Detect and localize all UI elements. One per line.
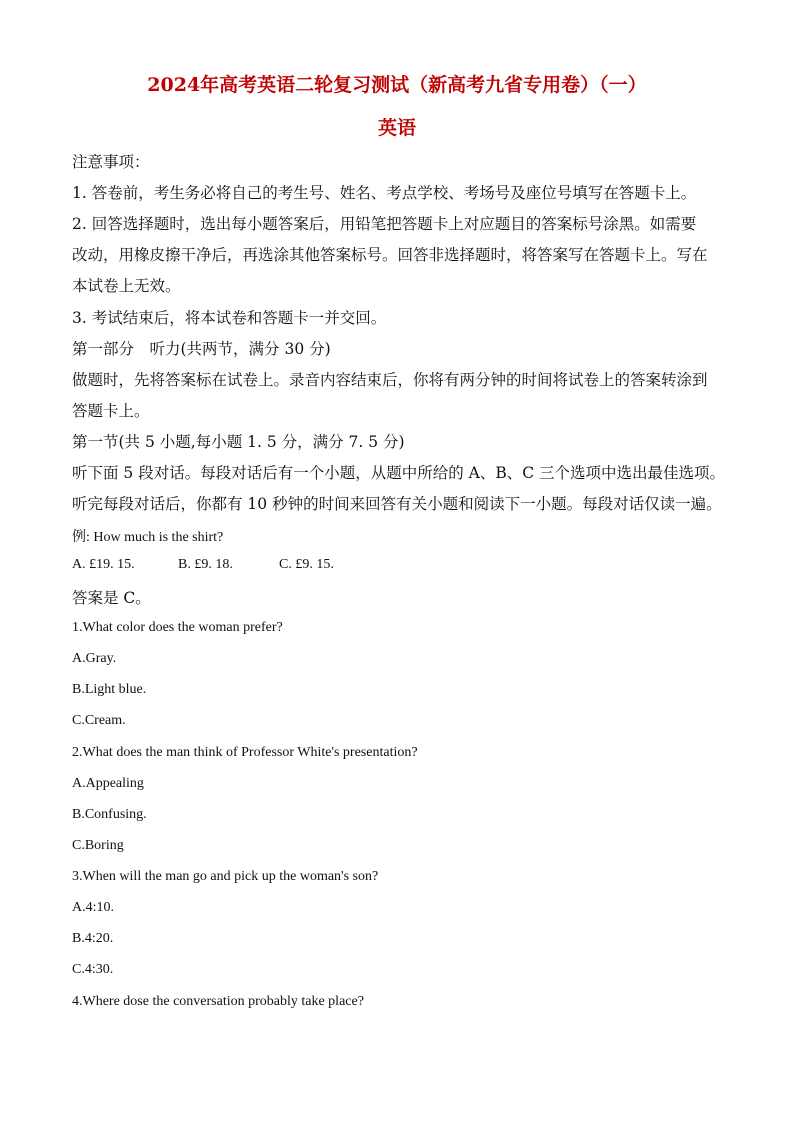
example-answer: 答案是 C。 bbox=[72, 589, 151, 607]
question-4: 4.Where dose the conversation probably take place? bbox=[72, 994, 364, 1009]
question-1-option-a: A.Gray. bbox=[72, 651, 117, 666]
example-option-a: A. £19. 15. bbox=[72, 557, 135, 572]
section1-instruction-line-2: 听完每段对话后，你都有 10 秒钟的时间来回答有关小题和阅读下一小题。每段对话仅读一遍。 bbox=[72, 495, 722, 513]
part1-heading: 第一部分 听力(共两节，满分 30 分) bbox=[72, 340, 331, 358]
notice-item-1: 1. 答卷前，考生务必将自己的考生号、姓名、考点学校、考场号及座位号填写在答题卡上。 bbox=[72, 184, 697, 202]
question-2-option-c: C.Boring bbox=[72, 838, 124, 853]
question-3-option-b: B.4:20. bbox=[72, 931, 114, 946]
notice-item-2-line-1: 2. 回答选择题时，选出每小题答案后，用铅笔把答题卡上对应题目的答案标号涂黑。如需要 bbox=[72, 215, 697, 233]
example-question: 例: How much is the shirt? bbox=[72, 530, 224, 545]
question-2-option-b: B.Confusing. bbox=[72, 807, 147, 822]
question-2-option-a: A.Appealing bbox=[72, 776, 144, 791]
question-1-option-c: C.Cream. bbox=[72, 713, 126, 728]
subject-title: 英语 bbox=[377, 117, 416, 139]
notice-heading: 注意事项： bbox=[72, 153, 150, 171]
notice-item-2-line-3: 本试卷上无效。 bbox=[72, 277, 181, 295]
question-2: 2.What does the man think of Professor White's presentation? bbox=[72, 745, 418, 760]
example-option-b: B. £9. 18. bbox=[178, 557, 233, 572]
question-1-option-b: B.Light blue. bbox=[72, 682, 147, 697]
part1-intro-line-2: 答题卡上。 bbox=[72, 402, 150, 420]
question-3: 3.When will the man go and pick up the woman's son? bbox=[72, 869, 379, 884]
section1-heading: 第一节(共 5 小题,每小题 1. 5 分，满分 7. 5 分) bbox=[72, 433, 405, 451]
question-1: 1.What color does the woman prefer? bbox=[72, 620, 283, 635]
notice-item-3: 3. 考试结束后，将本试卷和答题卡一并交回。 bbox=[72, 309, 387, 327]
question-3-option-c: C.4:30. bbox=[72, 962, 114, 977]
example-option-c: C. £9. 15. bbox=[279, 557, 334, 572]
notice-item-2-line-2: 改动，用橡皮擦干净后，再选涂其他答案标号。回答非选择题时，将答案写在答题卡上。写在 bbox=[72, 246, 708, 264]
exam-title: 2024年高考英语二轮复习测试（新高考九省专用卷）（一） bbox=[147, 74, 647, 96]
part1-intro-line-1: 做题时，先将答案标在试卷上。录音内容结束后，你将有两分钟的时间将试卷上的答案转涂到 bbox=[72, 371, 708, 389]
section1-instruction-line-1: 听下面 5 段对话。每段对话后有一个小题，从题中所给的 A、B、C 三个选项中选出最佳选项。 bbox=[72, 464, 726, 482]
question-3-option-a: A.4:10. bbox=[72, 900, 114, 915]
